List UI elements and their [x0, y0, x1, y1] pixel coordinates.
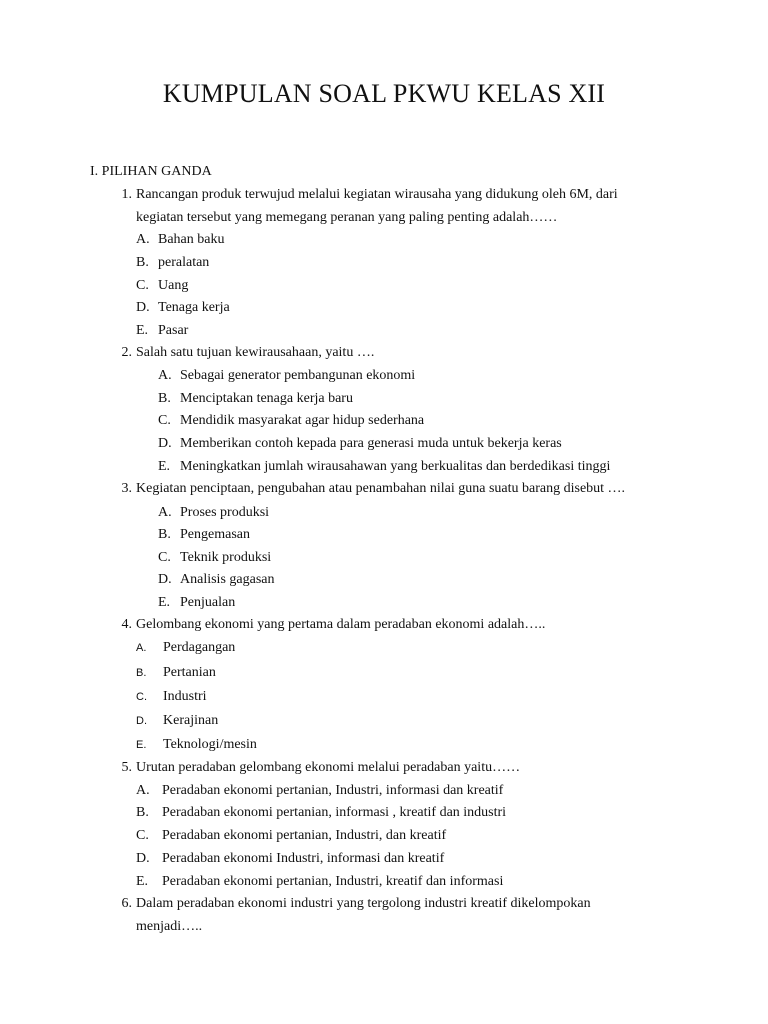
- option-2-a: [158, 367, 415, 385]
- option-2-b: [158, 390, 353, 408]
- option-letter: D.: [136, 300, 150, 315]
- option-letter: B.: [158, 527, 171, 542]
- option-text: Meningkatkan jumlah wirausahawan yang berkualitas dan berdedikasi tinggi: [180, 459, 611, 474]
- option-1-d: [136, 299, 230, 317]
- option-text: peralatan: [158, 255, 210, 270]
- option-letter: A.: [136, 642, 147, 654]
- question-number: 4.: [121, 617, 132, 632]
- option-5-c: [136, 827, 446, 845]
- option-3-a: [158, 504, 269, 522]
- option-text: Peradaban ekonomi pertanian, Industri, informasi dan kreatif: [162, 783, 504, 798]
- option-letter: A.: [158, 368, 172, 383]
- question-text: Gelombang ekonomi yang pertama dalam peradaban ekonomi adalah…..: [136, 617, 546, 632]
- option-3-d: [158, 571, 274, 589]
- option-2-e: [158, 458, 610, 476]
- question-number: 3.: [121, 481, 132, 496]
- option-letter: E.: [136, 323, 149, 338]
- question-text: Urutan peradaban gelombang ekonomi melalui peradaban yaitu……: [136, 760, 521, 775]
- option-letter: A.: [136, 783, 150, 798]
- option-3-c: [158, 549, 271, 567]
- option-text: Sebagai generator pembangunan ekonomi: [180, 368, 416, 383]
- option-letter: B.: [136, 805, 149, 820]
- question-3: [121, 478, 696, 501]
- option-4-e: [136, 736, 257, 754]
- option-letter: A.: [158, 505, 172, 520]
- option-letter: B.: [136, 255, 149, 270]
- question-5: [121, 757, 656, 780]
- option-text: Memberikan contoh kepada para generasi muda untuk bekerja keras: [180, 436, 562, 451]
- option-4-d: [136, 712, 218, 730]
- question-4: [121, 614, 656, 637]
- option-2-c: [158, 412, 424, 430]
- option-letter: C.: [158, 413, 171, 428]
- section-heading: I. PILIHAN GANDA: [90, 164, 212, 179]
- option-5-a: [136, 782, 503, 800]
- option-letter: B.: [136, 667, 147, 679]
- option-text: Perdagangan: [163, 640, 236, 655]
- option-text: Uang: [158, 278, 189, 293]
- option-letter: D.: [136, 715, 147, 727]
- option-text: Menciptakan tenaga kerja baru: [180, 391, 353, 406]
- option-text: Pertanian: [163, 665, 216, 680]
- option-2-d: [158, 435, 562, 453]
- option-letter: D.: [158, 436, 172, 451]
- option-letter: D.: [136, 851, 150, 866]
- option-text: Industri: [163, 689, 207, 704]
- option-letter: B.: [158, 391, 171, 406]
- question-6: [121, 893, 636, 938]
- question-1: [121, 184, 656, 229]
- option-text: Mendidik masyarakat agar hidup sederhana: [180, 413, 425, 428]
- option-text: Tenaga kerja: [158, 300, 230, 315]
- option-letter: C.: [136, 691, 147, 703]
- option-1-e: [136, 322, 188, 340]
- question-number: 1.: [121, 187, 132, 202]
- option-4-a: [136, 639, 235, 657]
- option-letter: E.: [136, 874, 149, 889]
- option-letter: C.: [158, 550, 171, 565]
- question-2: [121, 342, 656, 365]
- option-text: Pasar: [158, 323, 189, 338]
- option-4-c: [136, 688, 207, 706]
- option-4-b: [136, 664, 216, 682]
- option-text: Bahan baku: [158, 232, 225, 247]
- option-text: Kerajinan: [163, 713, 219, 728]
- option-text: Peradaban ekonomi pertanian, informasi , kreatif dan industri: [162, 805, 507, 820]
- question-number: 6.: [121, 896, 132, 911]
- option-5-d: [136, 850, 444, 868]
- option-text: Peradaban ekonomi Industri, informasi dan kreatif: [162, 851, 445, 866]
- question-text: Dalam peradaban ekonomi industri yang tergolong industri kreatif dikelompokan menjadi…..: [136, 896, 591, 934]
- question-text: Salah satu tujuan kewirausahaan, yaitu ….: [136, 345, 375, 360]
- option-3-e: [158, 594, 235, 612]
- option-5-e: [136, 873, 503, 891]
- option-letter: E.: [136, 739, 147, 751]
- option-5-b: [136, 804, 506, 822]
- question-text: Kegiatan penciptaan, pengubahan atau penambahan nilai guna suatu barang disebut ….: [136, 481, 626, 496]
- option-letter: E.: [158, 459, 171, 474]
- question-text: Rancangan produk terwujud melalui kegiatan wirausaha yang didukung oleh 6M, dari kegiatan tersebut yang memegang peranan yang paling penting adalah……: [136, 187, 618, 225]
- option-text: Teknik produksi: [180, 550, 272, 565]
- option-text: Peradaban ekonomi pertanian, Industri, kreatif dan informasi: [162, 874, 504, 889]
- page-title: KUMPULAN SOAL PKWU KELAS XII: [162, 79, 606, 108]
- option-letter: D.: [158, 572, 172, 587]
- option-letter: C.: [136, 278, 149, 293]
- question-number: 5.: [121, 760, 132, 775]
- option-text: Penjualan: [180, 595, 236, 610]
- option-text: Teknologi/mesin: [163, 737, 257, 752]
- option-3-b: [158, 526, 250, 544]
- option-letter: A.: [136, 232, 150, 247]
- option-text: Analisis gagasan: [180, 572, 275, 587]
- option-1-b: [136, 254, 209, 272]
- option-letter: C.: [136, 828, 149, 843]
- option-text: Pengemasan: [180, 527, 250, 542]
- question-number: 2.: [121, 345, 132, 360]
- option-text: Proses produksi: [180, 505, 270, 520]
- option-1-a: [136, 231, 224, 249]
- option-1-c: [136, 277, 188, 295]
- option-letter: E.: [158, 595, 171, 610]
- option-text: Peradaban ekonomi pertanian, Industri, dan kreatif: [162, 828, 447, 843]
